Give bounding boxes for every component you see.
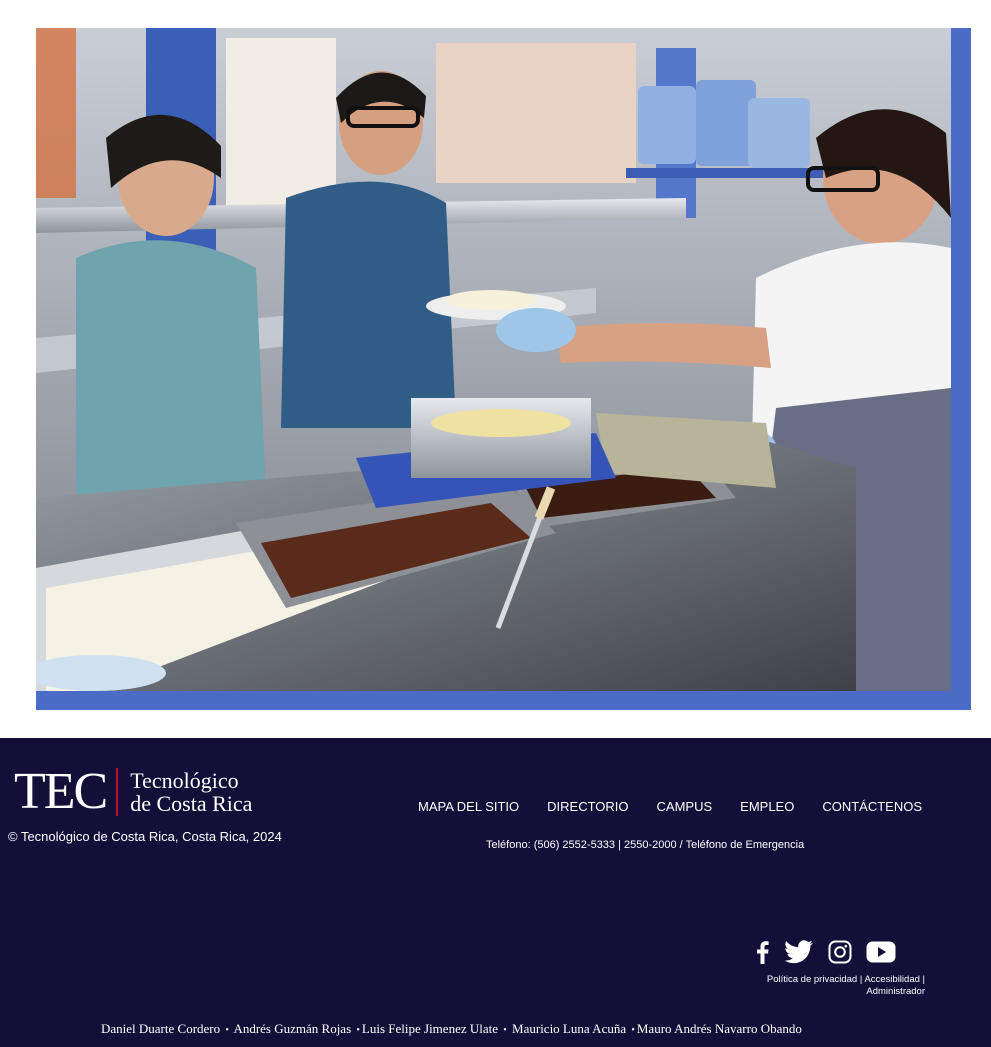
- twitter-icon[interactable]: [784, 940, 814, 964]
- credit-bullet: •: [356, 1025, 360, 1036]
- legal-separator: |: [859, 974, 863, 985]
- legal-links: [735, 974, 925, 998]
- phone-numbers: Teléfono: (506) 2552-5333 | 2550-2000 / Teléfono de Emergencia: [486, 839, 805, 851]
- credit-name: Daniel Duarte Cordero: [101, 1021, 221, 1036]
- logo-divider: [116, 768, 118, 816]
- nav-link-empleo[interactable]: EMPLEO: [740, 799, 795, 814]
- nav-link-mapa-del-sitio[interactable]: MAPA DEL SITIO: [418, 799, 520, 814]
- social-links: [754, 940, 910, 964]
- credit-name: Mauricio Luna Acuña: [512, 1021, 627, 1036]
- logo-line-1: Tecnológico: [130, 768, 239, 793]
- tec-logo[interactable]: [14, 763, 253, 820]
- credit-bullet: •: [631, 1025, 635, 1036]
- accessibility-link[interactable]: Accesibilidad: [864, 974, 920, 985]
- credit-name: Luis Felipe Jimenez Ulate: [361, 1021, 499, 1036]
- credits-line: [101, 1021, 802, 1037]
- youtube-icon[interactable]: [866, 941, 896, 963]
- administrator-link[interactable]: Administrador: [866, 986, 925, 997]
- nav-link-directorio[interactable]: DIRECTORIO: [547, 799, 629, 814]
- instagram-icon[interactable]: [828, 940, 852, 964]
- privacy-policy-link[interactable]: Política de privacidad: [766, 974, 858, 985]
- copyright-text: © Tecnológico de Costa Rica, Costa Rica, 2024: [8, 829, 282, 844]
- footer-nav: [418, 799, 950, 814]
- hero-photo-frame: [36, 28, 971, 710]
- logo-name: [130, 769, 252, 815]
- nav-link-contactenos[interactable]: CONTÁCTENOS: [822, 799, 923, 814]
- nav-link-campus[interactable]: CAMPUS: [656, 799, 713, 814]
- facebook-icon[interactable]: [754, 940, 770, 964]
- credit-name: Andrés Guzmán Rojas: [233, 1021, 352, 1036]
- logo-mark: TEC: [14, 763, 107, 820]
- logo-line-2: de Costa Rica: [130, 791, 253, 816]
- credit-name: Mauro Andrés Navarro Obando: [636, 1021, 802, 1036]
- credit-bullet: •: [503, 1025, 507, 1036]
- legal-separator: |: [922, 974, 925, 985]
- credit-bullet: •: [225, 1025, 229, 1036]
- site-footer: [0, 738, 991, 1047]
- hero-photo: [36, 28, 951, 691]
